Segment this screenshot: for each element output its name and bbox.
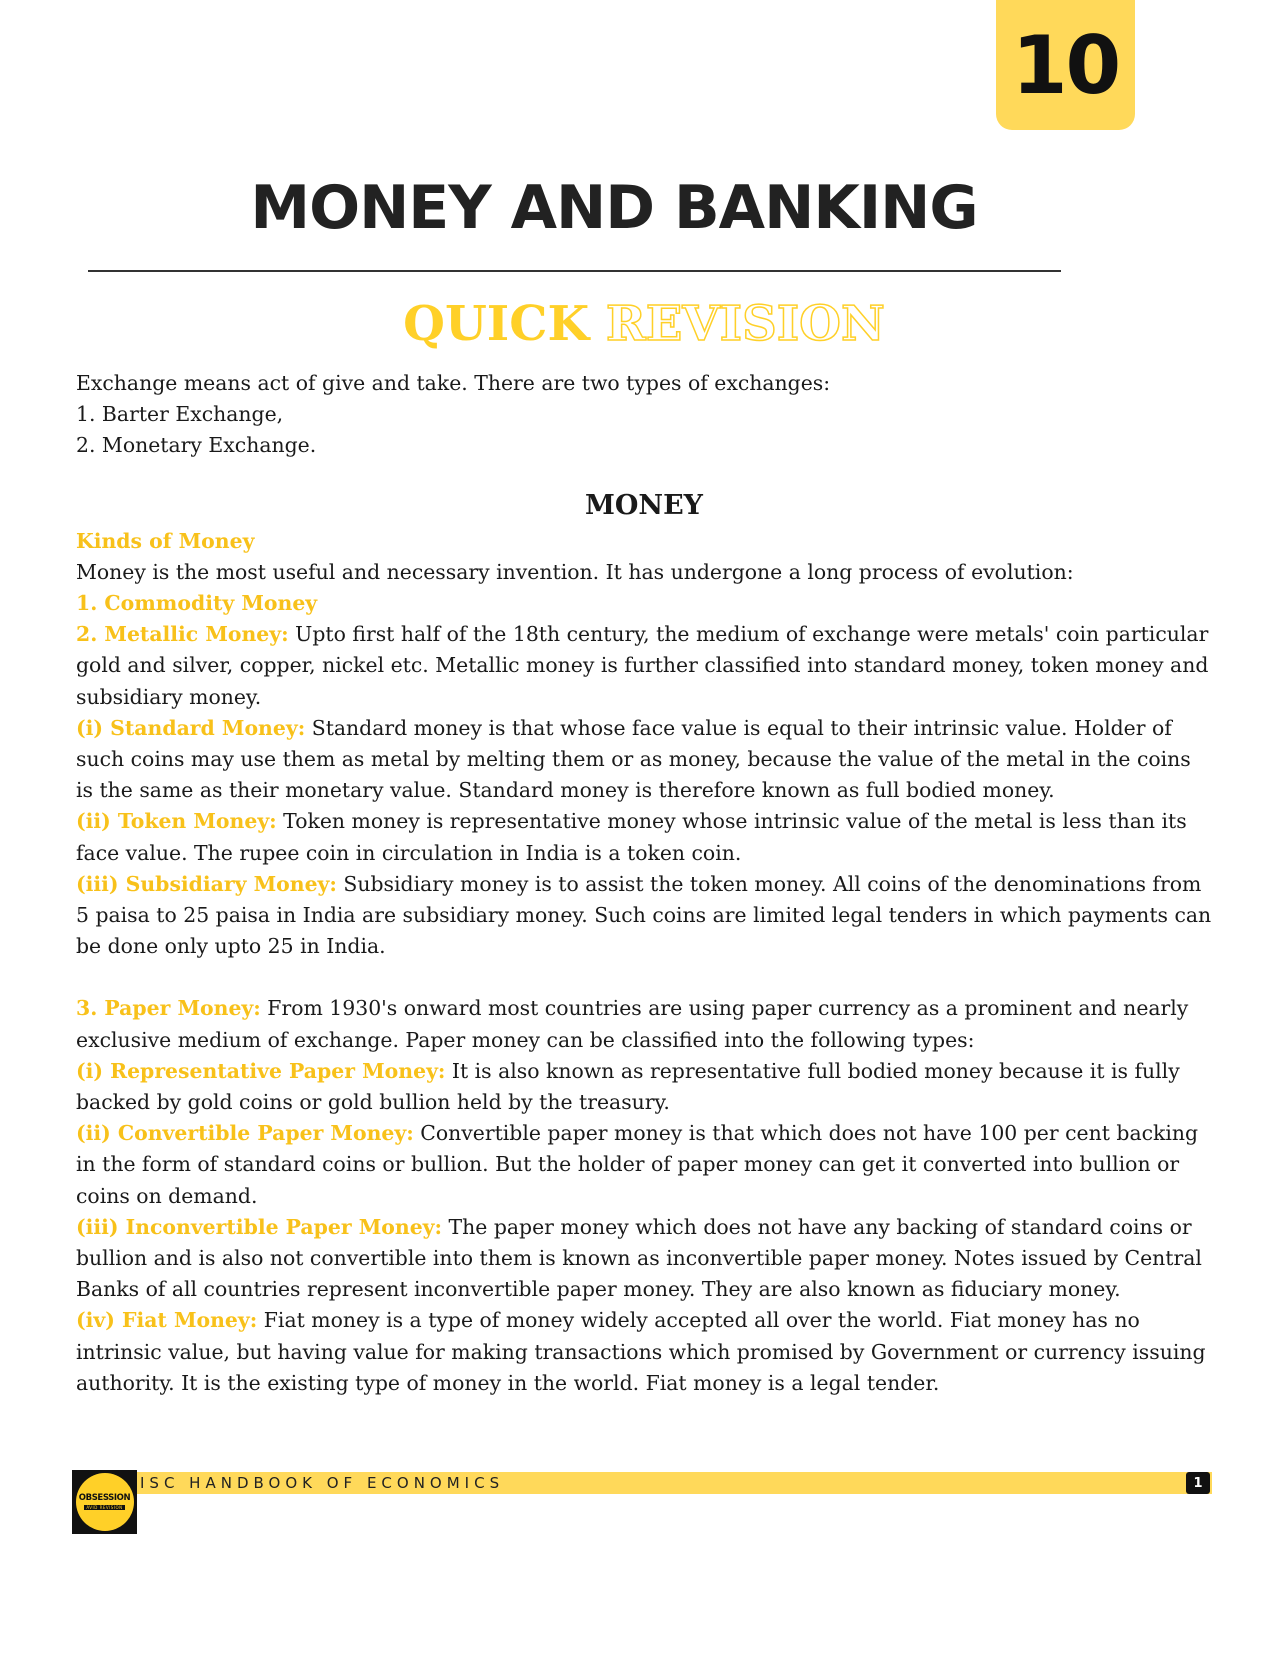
subsidiary-money-text: Subsidiary money is to assist the token money. All coins of the denominations from 5 paisa to 25 paisa in India are subsidiary money. Such coins are limited legal tenders in which payments can be done only upto 25 in India. (76, 871, 1212, 959)
subsidiary-money-paragraph (76, 869, 1212, 963)
representative-paper-money-paragraph (76, 1056, 1212, 1118)
exchange-list-item: 1. Barter Exchange, (76, 402, 284, 427)
paper-money-paragraph (76, 993, 1212, 1055)
chapter-number-badge: 10 (996, 0, 1135, 130)
paragraph-spacer (76, 962, 1212, 993)
standard-money-paragraph (76, 713, 1212, 807)
fiat-money-text: Fiat money is a type of money widely accepted all over the world. Fiat money has no intrinsic value, but having value for making transactions which promised by Government or currency issuing authority. It is the existing type of money in the world. Fiat money is a legal tender. (76, 1308, 1206, 1395)
inconvertible-paper-money-text: The paper money which does not have any backing of standard coins or bullion and is also not convertible into them is known as inconvertible paper money. Notes issued by Central Banks of all countries represent inconvertible paper money. They are also known as fiduciary money. (76, 1214, 1202, 1302)
standard-money-label: (i) Standard Money: (76, 715, 306, 740)
subtitle-outline-word: REVISION (605, 296, 885, 352)
commodity-money-heading: 1. Commodity Money (76, 591, 318, 616)
fiat-money-label: (iv) Fiat Money: (76, 1308, 258, 1333)
metallic-money-text: Upto first half of the 18th century, the medium of exchange were metals' coin particular gold and silver, copper, nickel etc. Metallic money is further classified into standard money, token money and subsidiary money. (76, 622, 1209, 709)
token-money-label: (ii) Token Money: (76, 809, 277, 834)
logo-tagline: AVID REVISION (86, 1504, 123, 1510)
representative-paper-money-label: (i) Representative Paper Money: (76, 1058, 446, 1083)
footer-book-title: ISC HANDBOOK OF ECONOMICS (140, 1474, 505, 1492)
intro-line: Exchange means act of give and take. There are two types of exchanges: (76, 371, 831, 395)
token-money-paragraph (76, 806, 1212, 868)
page-title: MONEY AND BANKING (250, 173, 978, 243)
metallic-money-label: 2. Metallic Money: (76, 622, 289, 647)
title-divider (88, 270, 1061, 272)
fiat-money-paragraph (76, 1305, 1212, 1399)
token-money-text: Token money is representative money whose intrinsic value of the metal is less than its face value. The rupee coin in circulation in India is a token coin. (76, 809, 1187, 865)
page-number: 1 (1186, 1472, 1210, 1494)
paper-money-text: From 1930's onward most countries are using paper currency as a prominent and nearly exclusive medium of exchange. Paper money can be classified into the following types: (76, 996, 1189, 1052)
paper-money-label: 3. Paper Money: (76, 996, 261, 1021)
exchange-list-item: 2. Monetary Exchange. (76, 433, 317, 458)
inconvertible-paper-money-paragraph (76, 1212, 1212, 1306)
kinds-of-money-heading: Kinds of Money (76, 528, 255, 553)
convertible-paper-money-paragraph (76, 1118, 1212, 1212)
standard-money-text: Standard money is that whose face value is equal to their intrinsic value. Holder of such coins may use them as metal by melting them or as money, because the value of the metal in the coins is the same as their monetary value. Standard money is therefore known as full bodied money. (76, 715, 1191, 803)
convertible-paper-money-text: Convertible paper money is that which does not have 100 per cent backing in the form of standard coins or bullion. But the holder of paper money can get it converted into bullion or coins on demand. (76, 1121, 1199, 1208)
quick-revision-heading (0, 296, 1280, 352)
convertible-paper-money-label: (ii) Convertible Paper Money: (76, 1121, 414, 1146)
logo-wordmark: OBSESSION (78, 1493, 131, 1504)
inconvertible-paper-money-label: (iii) Inconvertible Paper Money: (76, 1214, 443, 1239)
subsidiary-money-label: (iii) Subsidiary Money: (76, 871, 337, 896)
metallic-money-paragraph (76, 619, 1212, 713)
logo-circle (76, 1473, 134, 1531)
subtitle-solid-word: QUICK (403, 296, 590, 352)
main-content (76, 368, 1212, 1399)
representative-paper-money-text: It is also known as representative full bodied money because it is fully backed by gold coins or gold bullion held by the treasury. (76, 1058, 1180, 1115)
section-heading-money: MONEY (585, 489, 703, 521)
kinds-intro: Money is the most useful and necessary invention. It has undergone a long process of evolution: (76, 559, 1074, 584)
obsession-logo (72, 1470, 137, 1534)
